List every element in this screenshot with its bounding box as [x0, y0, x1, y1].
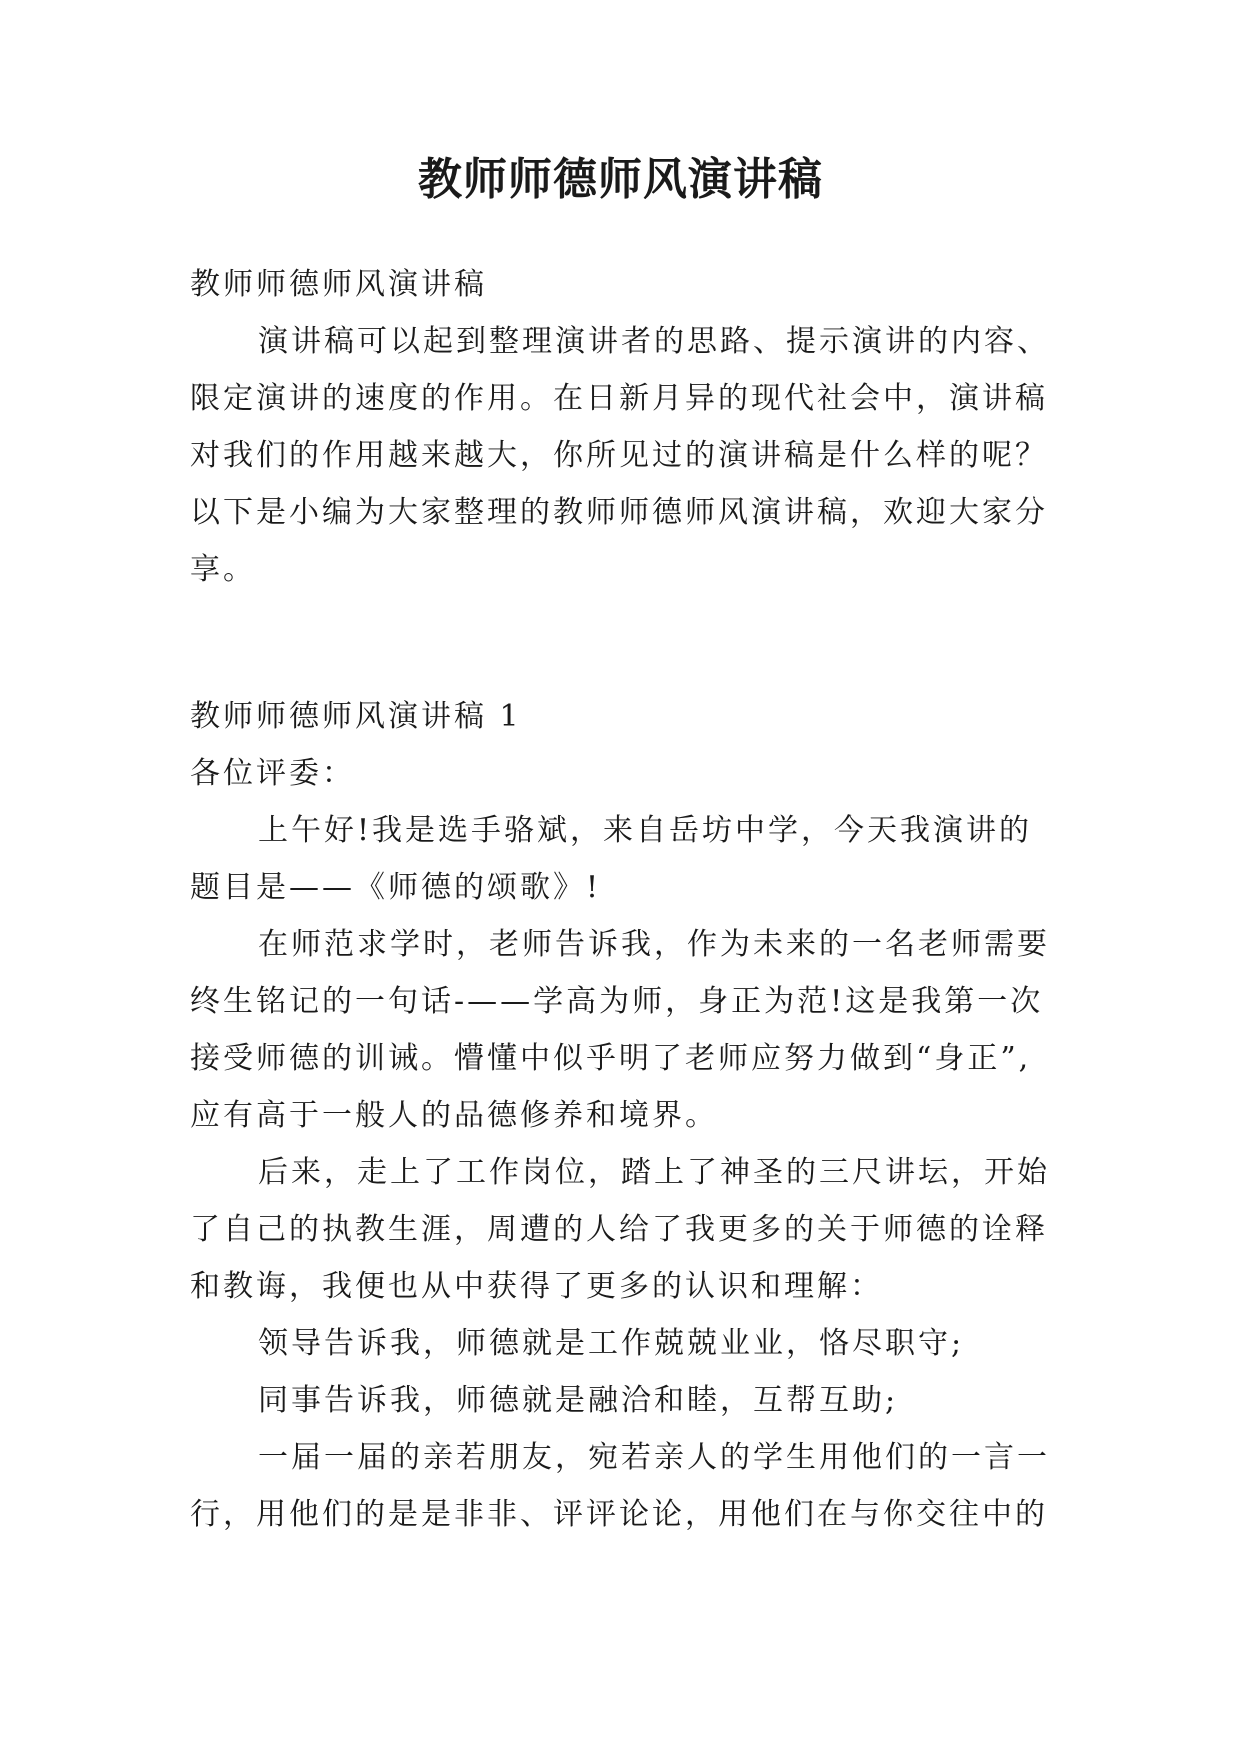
intro-line: 享。 [190, 552, 256, 587]
paragraph-line: 领导告诉我，师德就是工作兢兢业业，恪尽职守; [258, 1326, 965, 1361]
paragraph-line: 接受师德的训诫。懵懂中似乎明了老师应努力做到“身正”, [190, 1041, 1032, 1076]
speech-section [190, 688, 1060, 1543]
intro-line: 限定演讲的速度的作用。在日新月异的现代社会中，演讲稿 [190, 381, 1048, 416]
paragraph-line: 了自己的执教生涯，周遭的人给了我更多的关于师德的诠释 [190, 1212, 1048, 1247]
document-title: 教师师德师风演讲稿 [418, 154, 823, 205]
paragraph-line: 后来，走上了工作岗位，踏上了神圣的三尺讲坛，开始 [258, 1155, 1050, 1190]
paragraph-line: 题目是——《师德的颂歌》! [190, 870, 602, 905]
paragraph-line: 行，用他们的是是非非、评评论论，用他们在与你交往中的 [190, 1497, 1048, 1532]
paragraph-line: 终生铭记的一句话-——学高为师，身正为范!这是我第一次 [190, 984, 1044, 1019]
speech-heading: 教师师德师风演讲稿 1 [190, 699, 522, 734]
intro-section [190, 256, 1060, 598]
intro-line: 对我们的作用越来越大，你所见过的演讲稿是什么样的呢？ [190, 438, 1048, 473]
paragraph-line: 在师范求学时，老师告诉我，作为未来的一名老师需要 [258, 927, 1050, 962]
intro-line: 以下是小编为大家整理的教师师德师风演讲稿，欢迎大家分 [190, 495, 1048, 530]
paragraph-line: 应有高于一般人的品德修养和境界。 [190, 1098, 718, 1133]
paragraph-line: 和教诲，我便也从中获得了更多的认识和理解： [190, 1269, 883, 1304]
intro-line: 演讲稿可以起到整理演讲者的思路、提示演讲的内容、 [258, 324, 1050, 359]
intro-heading: 教师师德师风演讲稿 [190, 267, 487, 302]
paragraph-line: 上午好!我是选手骆斌，来自岳坊中学，今天我演讲的 [258, 813, 1033, 848]
paragraph-line: 一届一届的亲若朋友，宛若亲人的学生用他们的一言一 [258, 1440, 1050, 1475]
paragraph-line: 同事告诉我，师德就是融洽和睦，互帮互助; [258, 1383, 899, 1418]
speech-salutation: 各位评委： [190, 756, 355, 791]
